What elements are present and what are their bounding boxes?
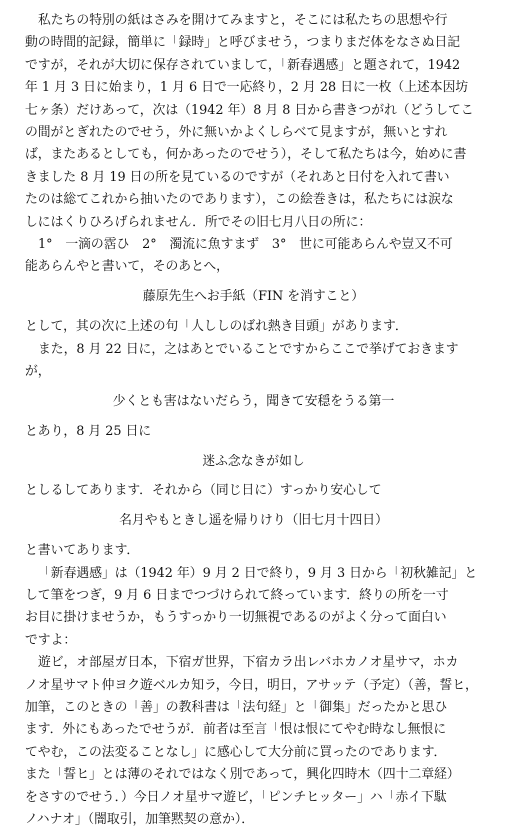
text-line: ば，またあるとしても，何かあったのでせう），そして私たちは今，始めに書 bbox=[25, 147, 467, 163]
quoted-line: 少くとも害はないだらう，聞きて安穏をうる第一 bbox=[112, 393, 395, 409]
text-line: ですよ： bbox=[25, 632, 77, 648]
text-line: お目に掛けませうか，もうすっかり一切無視であるのがよく分って面白い bbox=[25, 610, 447, 626]
text-line: たのは総てこれから抽いたのであります），この絵巻きは，私たちには涙な bbox=[25, 192, 454, 208]
text-line: としるしてあります．それから（同じ日に）すっかり安心して bbox=[25, 483, 382, 499]
text-line: しにはくりひろげられません．所でその旧七月八日の所に： bbox=[25, 214, 372, 230]
text-line: と書いてあります． bbox=[25, 543, 140, 559]
text-line: 七ヶ条）だけあって，次は（1942 年）8 月 8 日から書きつがれ（どうしてこ bbox=[25, 102, 474, 118]
quoted-line: 藤原先生へお手紙（FIN を消すこと） bbox=[142, 289, 365, 305]
text-line: として，其の次に上述の句「人ししのばれ熱き目頭」があります． bbox=[25, 319, 408, 335]
text-line: ノオ星サマト仲ヨク遊ベルカ知ラ，今日，明日，アサッテ（予定）（善，誓ヒ， bbox=[25, 677, 478, 693]
text-line: きました 8 月 19 日の所を見ているのですが（それあと日付を入れて書い bbox=[25, 169, 450, 185]
text-line: また「誓ヒ」とは薄のそれではなく別であって，興化四時木（四十二章経） bbox=[25, 767, 460, 783]
text-line: 「新春遇感」は（1942 年）9 月 2 日で終り，9 月 3 日から「初秋雑記」と bbox=[38, 565, 478, 581]
text-line: の間がとぎれたのでせう，外に無いかよくしらべて見ますが，無いとすれ bbox=[25, 125, 448, 140]
text-line: とあり，8 月 25 日に bbox=[25, 423, 152, 439]
text-line: をさすのでせう．）今日ノオ星サマ遊ビ，「ピンチヒッター」ハ「赤イ下駄 bbox=[25, 789, 447, 805]
text-line: して筆をつぎ，9 月 6 日までつづけられて終っています．終りの所を一寸 bbox=[25, 588, 449, 603]
text-line: てやむ，この法変ることなし」に感心して大分前に買ったのであります． bbox=[25, 744, 447, 760]
text-line: 加筆，このときの「善」の教科書は「法句経」と「御集」だったかと思ひ bbox=[25, 700, 448, 715]
quoted-line: 名月やもときし遥を帰りけり（旧七月十四日） bbox=[119, 513, 388, 529]
text-line: 1° 一滴の霑ひ 2° 濁流に魚すまず 3° 世に可能あらんや豈又不可 bbox=[38, 237, 453, 252]
text-line: 動の時間的記録，簡単に「録時」と呼びませう，つまりまだ体をなさぬ日記 bbox=[25, 35, 461, 51]
text-line: 遊ビ，オ部屋ガ日本，下宿ガ世界，下宿カラ出レバホカノオ星サマ，ホカ bbox=[38, 655, 459, 671]
text-line: ます．外にもあったでせうが．前者は至言「恨は恨にてやむ時なし無恨に bbox=[25, 722, 447, 738]
text-line: また，8 月 22 日に，之はあとでいることですからここで挙げておきます bbox=[38, 341, 459, 357]
text-line: ですが，それが大切に保存されていまして，「新春遇感」と題されて，1942 bbox=[25, 57, 461, 73]
quoted-line: 迷ふ念なきが如し bbox=[202, 453, 305, 469]
text-line: 私たちの特別の紙はさみを開けてみますと，そこには私たちの思想や行 bbox=[38, 13, 448, 28]
text-line: が， bbox=[25, 364, 51, 379]
text-line: ノハナオ」（闇取引，加筆黙契の意か）． bbox=[25, 812, 255, 827]
text-line: 能あらんやと書いて，そのあとへ， bbox=[25, 259, 229, 275]
text-line: 年 1 月 3 日に始まり，1 月 6 日で一応終り，2 月 28 日に一枚（上述本因坊 bbox=[25, 80, 469, 96]
